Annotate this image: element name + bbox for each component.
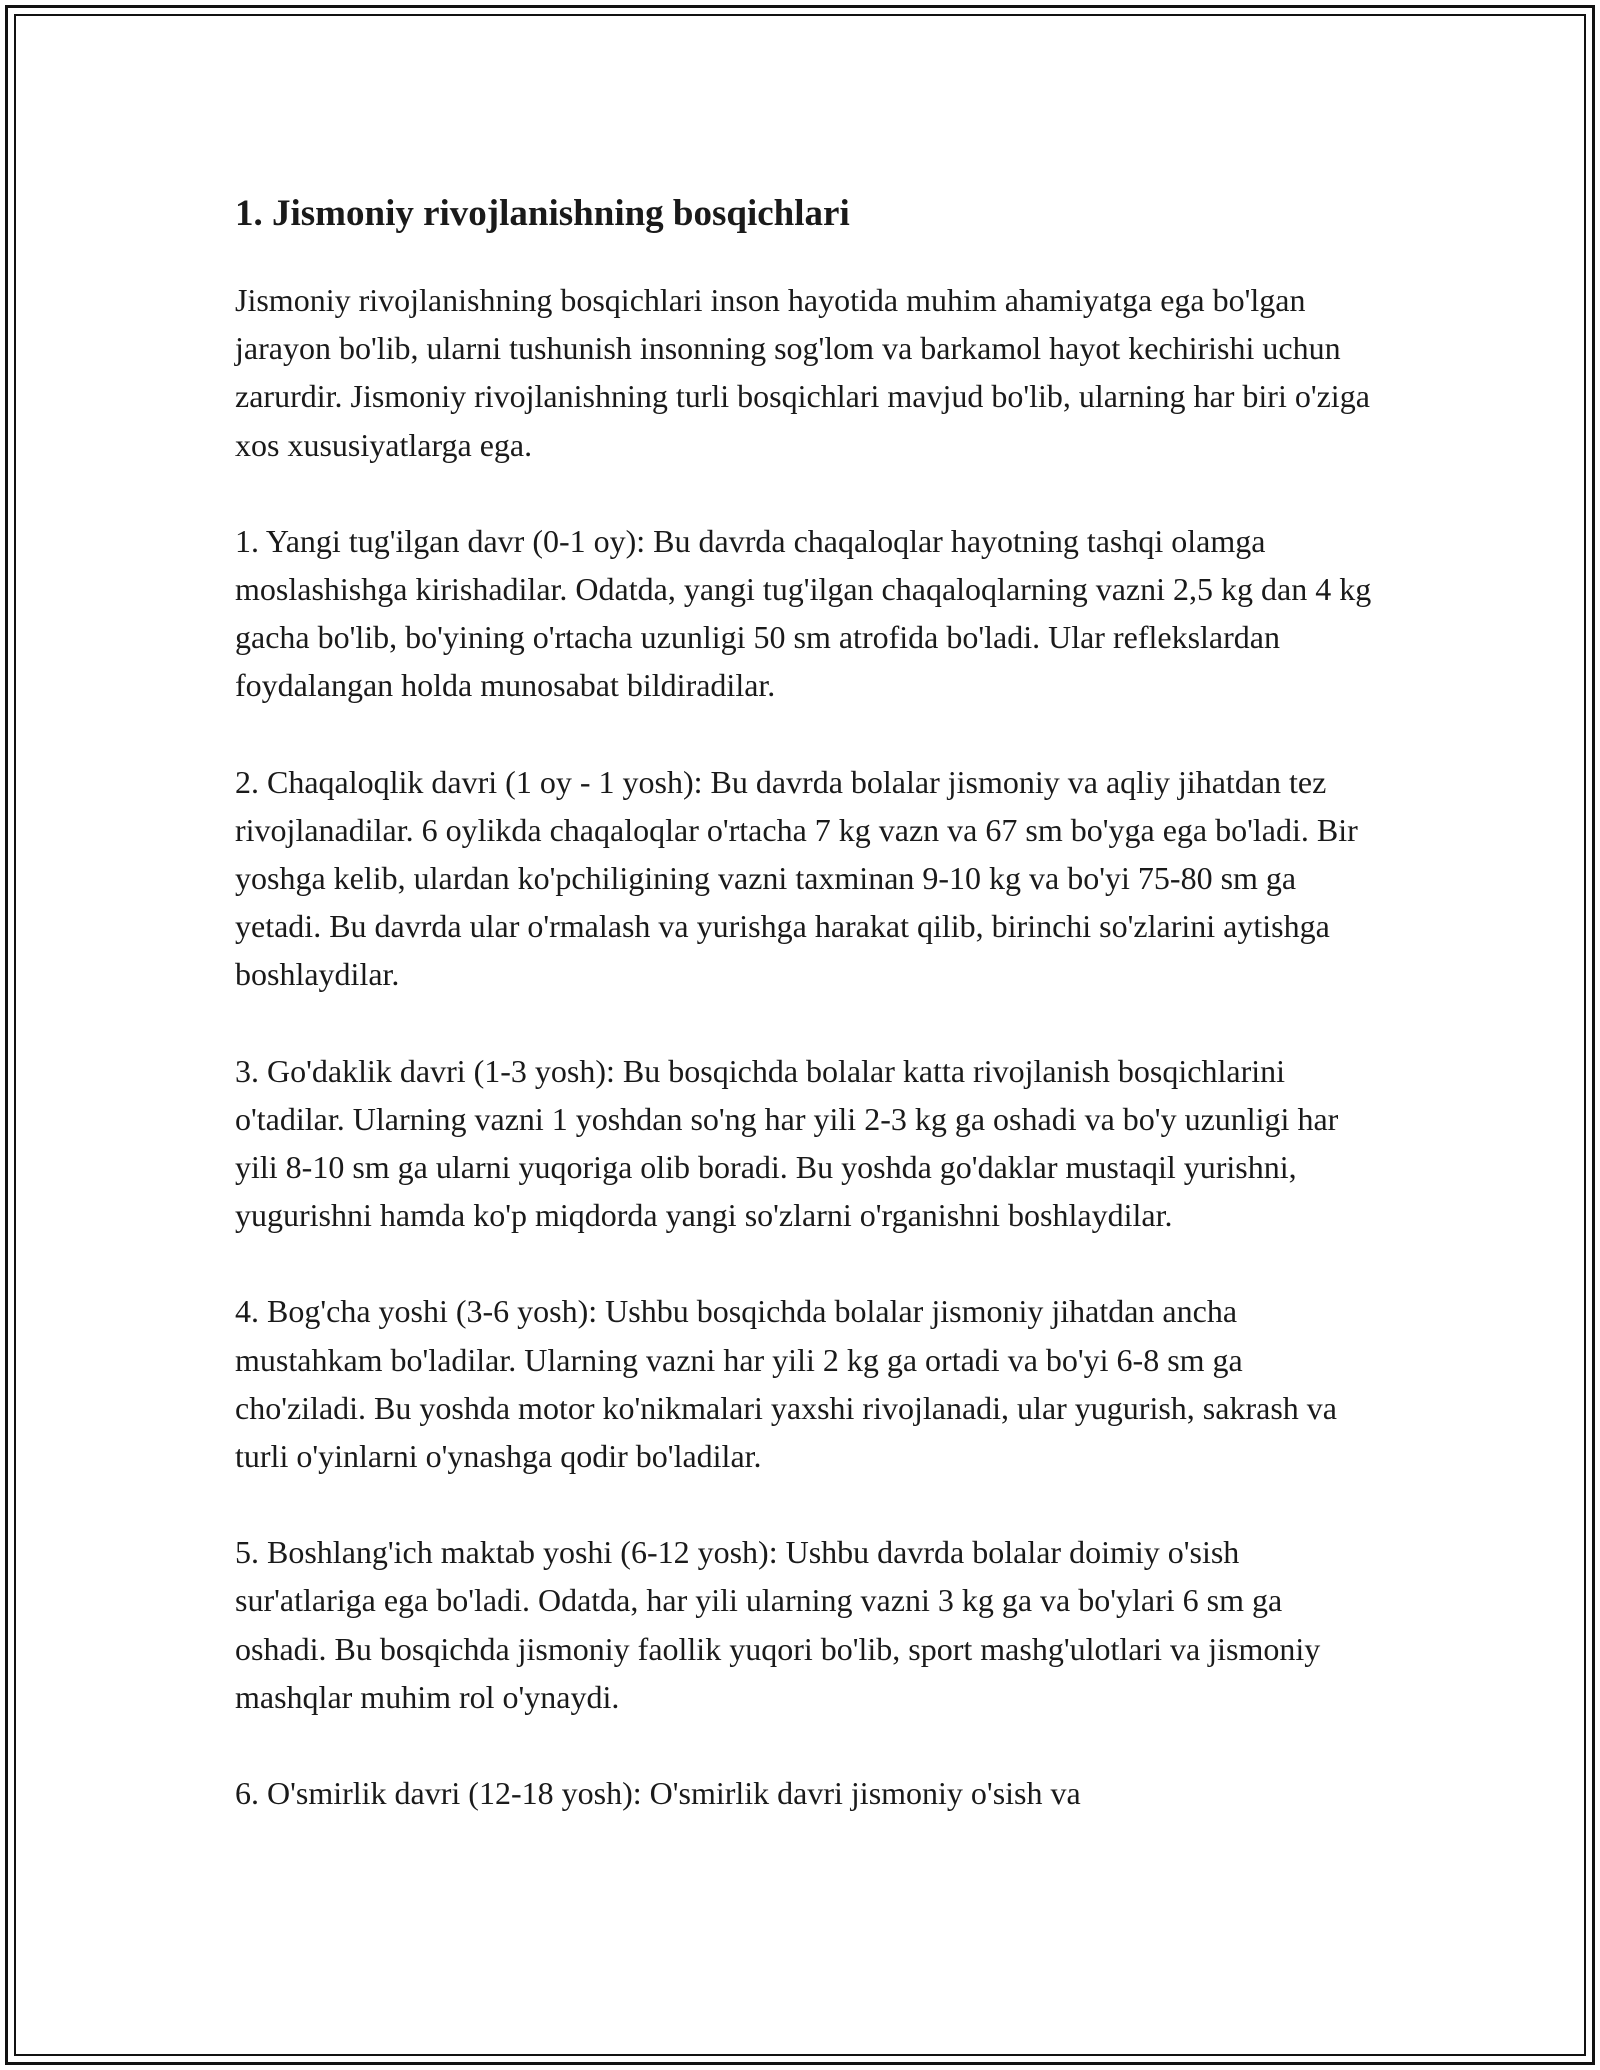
section-heading: 1. Jismoniy rivojlanishning bosqichlari [235,193,850,234]
paragraph-infancy: 2. Chaqaloqlik davri (1 oy - 1 yosh): Bu davrda bolalar jismoniy va aqliy jihatdan tez rivojlanadilar. 6 oylikda chaqaloqlar o'rtacha 7 kg vazn va 67 sm bo'yga ega bo'ladi. Bir yoshga kelib, ulardan ko'pchiligining vazni taxminan 9-10 kg va bo'yi 75-80 sm ga yetadi. Bu davrda ular o'rmalash va yurishga harakat qilib, birinchi so'zlarini aytishga boshlaydilar. [235,763,1358,993]
paragraph-adolescence: 6. O'smirlik davri (12-18 yosh): O'smirlik davri jismoniy o'sish va [235,1775,1081,1812]
paragraph-intro: Jismoniy rivojlanishning bosqichlari inson hayotida muhim ahamiyatga ega bo'lgan jarayon bo'lib, ularni tushunish insonning sog'lom va barkamol hayot kechirishi uchun zarurdir. Jismoniy rivojlanishning turli bosqichlari mavjud bo'lib, ularning har biri o'ziga xos xususiyatlarga ega. [235,282,1370,463]
document-body [235,186,1375,1817]
paragraph-toddler: 3. Go'daklik davri (1-3 yosh): Bu bosqichda bolalar katta rivojlanish bosqichlarini o'tadilar. Ularning vazni 1 yoshdan so'ng har yili 2-3 kg ga oshadi va bo'y uzunligi har yili 8-10 sm ga ularni yuqoriga olib boradi. Bu yoshda go'daklar mustaqil yurishni, yugurishni hamda ko'p miqdorda yangi so'zlarni o'rganishni boshlaydilar. [235,1052,1339,1234]
paragraph-newborn: 1. Yangi tug'ilgan davr (0-1 oy): Bu davrda chaqaloqlar hayotning tashqi olamga moslashishga kirishadilar. Odatda, yangi tug'ilgan chaqaloqlarning vazni 2,5 kg dan 4 kg gacha bo'lib, bo'yining o'rtacha uzunligi 50 sm atrofida bo'ladi. Ular reflekslardan foydalangan holda munosabat bildiradilar. [235,522,1372,704]
paragraph-preschool: 4. Bog'cha yoshi (3-6 yosh): Ushbu bosqichda bolalar jismoniy jihatdan ancha mustahkam bo'ladilar. Ularning vazni har yili 2 kg ga ortadi va bo'yi 6-8 sm ga cho'ziladi. Bu yoshda motor ko'nikmalari yaxshi rivojlanadi, ular yugurish, sakrash va turli o'yinlarni o'ynashga qodir bo'ladilar. [235,1293,1337,1475]
paragraph-primary-school: 5. Boshlang'ich maktab yoshi (6-12 yosh): Ushbu davrda bolalar doimiy o'sish sur'atlariga ega bo'ladi. Odatda, har yili ularning vazni 3 kg ga va bo'ylari 6 sm ga oshadi. Bu bosqichda jismoniy faollik yuqori bo'lib, sport mashg'ulotlari va jismoniy mashqlar muhim rol o'ynaydi. [235,1534,1321,1715]
